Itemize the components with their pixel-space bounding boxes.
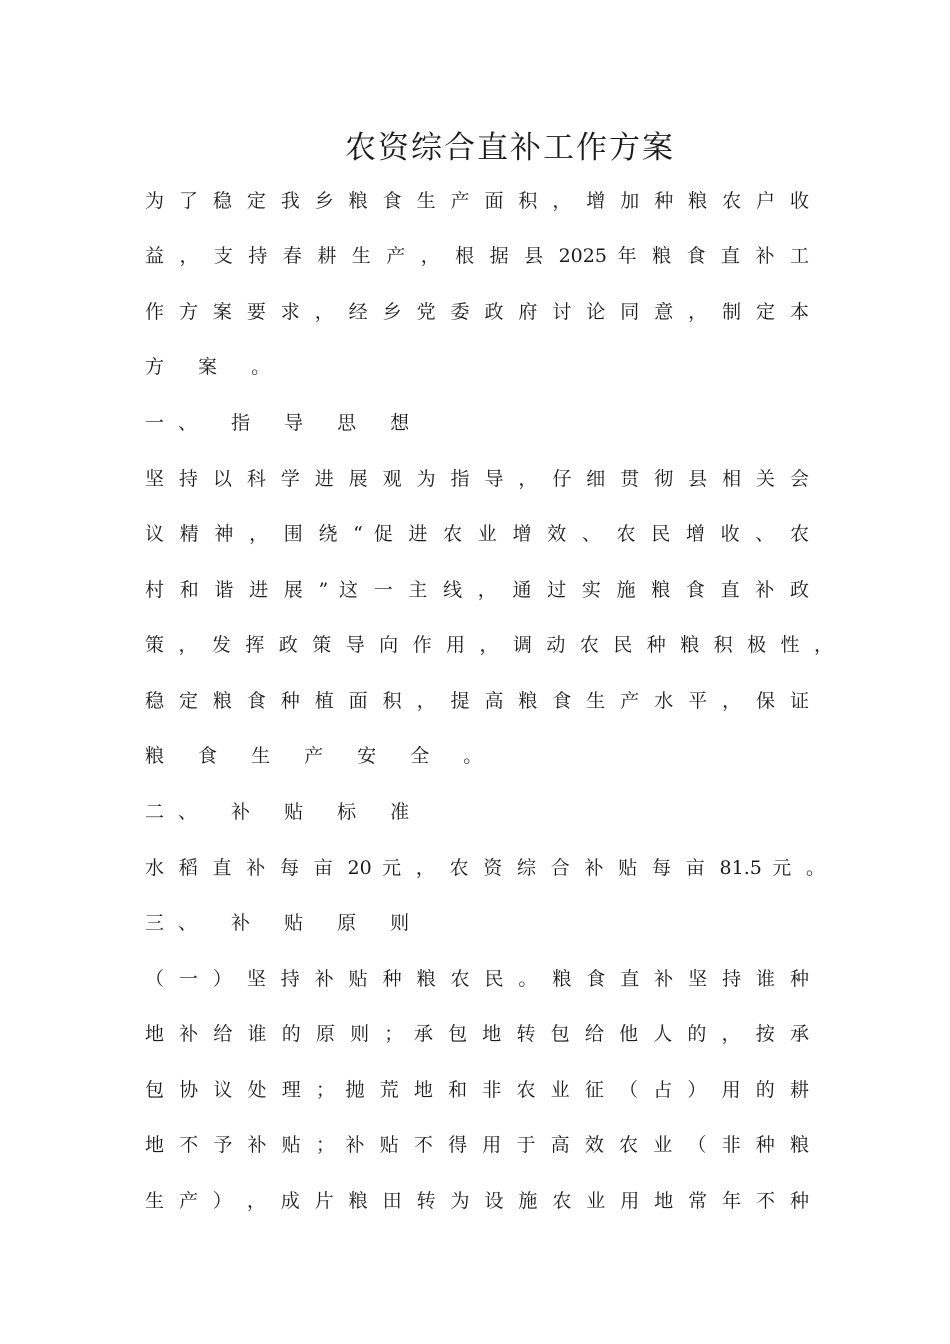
body-line-11: 粮 食 生 产 安 全 。	[145, 745, 497, 767]
document-title: 农资综合直补工作方案	[345, 130, 675, 166]
body-line-8: 村 和 谐 进 展 ” 这 一 主 线 ， 通 过 实 施 粮 食 直 补 政	[145, 579, 809, 601]
section-heading-3: 三、 补 贴 原 则	[145, 912, 424, 934]
body-line-19: 生 产 ） ， 成 片 粮 田 转 为 设 施 农 业 用 地 常 年 不 种	[145, 1190, 809, 1212]
body-line-7: 议 精 神 ， 围 绕 “ 促 进 农 业 增 效 、 农 民 增 收 、 农	[145, 523, 809, 545]
body-line-4: 方 案 。	[145, 356, 285, 378]
body-line-16: 地 补 给 谁 的 原 则 ； 承 包 地 转 包 给 他 人 的 ， 按 承	[145, 1023, 809, 1045]
body-line-6: 坚 持 以 科 学 进 展 观 为 指 导 ， 仔 细 贯 彻 县 相 关 会	[145, 468, 809, 490]
section-heading-1: 一、 指 导 思 想	[145, 412, 424, 434]
body-line-18: 地 不 予 补 贴 ； 补 贴 不 得 用 于 高 效 农 业 （ 非 种 粮	[145, 1134, 809, 1156]
body-line-13: 水 稻 直 补 每 亩 20 元 ， 农 资 综 合 补 贴 每 亩 81.5 元 。	[145, 857, 825, 879]
body-line-1: 为 了 稳 定 我 乡 粮 食 生 产 面 积 ， 增 加 种 粮 农 户 收	[145, 190, 809, 212]
body-line-3: 作 方 案 要 求 ， 经 乡 党 委 政 府 讨 论 同 意 ， 制 定 本	[145, 301, 809, 323]
body-line-9: 策 ， 发 挥 政 策 导 向 作 用 ， 调 动 农 民 种 粮 积 极 性 ，	[145, 634, 833, 656]
body-line-10: 稳 定 粮 食 种 植 面 积 ， 提 高 粮 食 生 产 水 平 ， 保 证	[145, 690, 809, 712]
body-line-17: 包 协 议 处 理 ； 抛 荒 地 和 非 农 业 征 （ 占 ） 用 的 耕	[145, 1079, 809, 1101]
section-heading-2: 二、 补 贴 标 准	[145, 801, 424, 823]
body-line-15: （ 一 ） 坚 持 补 贴 种 粮 农 民 。 粮 食 直 补 坚 持 谁 种	[145, 968, 809, 990]
body-line-2: 益 ， 支 持 春 耕 生 产 ， 根 据 县 2025 年 粮 食 直 补 工	[145, 245, 809, 267]
